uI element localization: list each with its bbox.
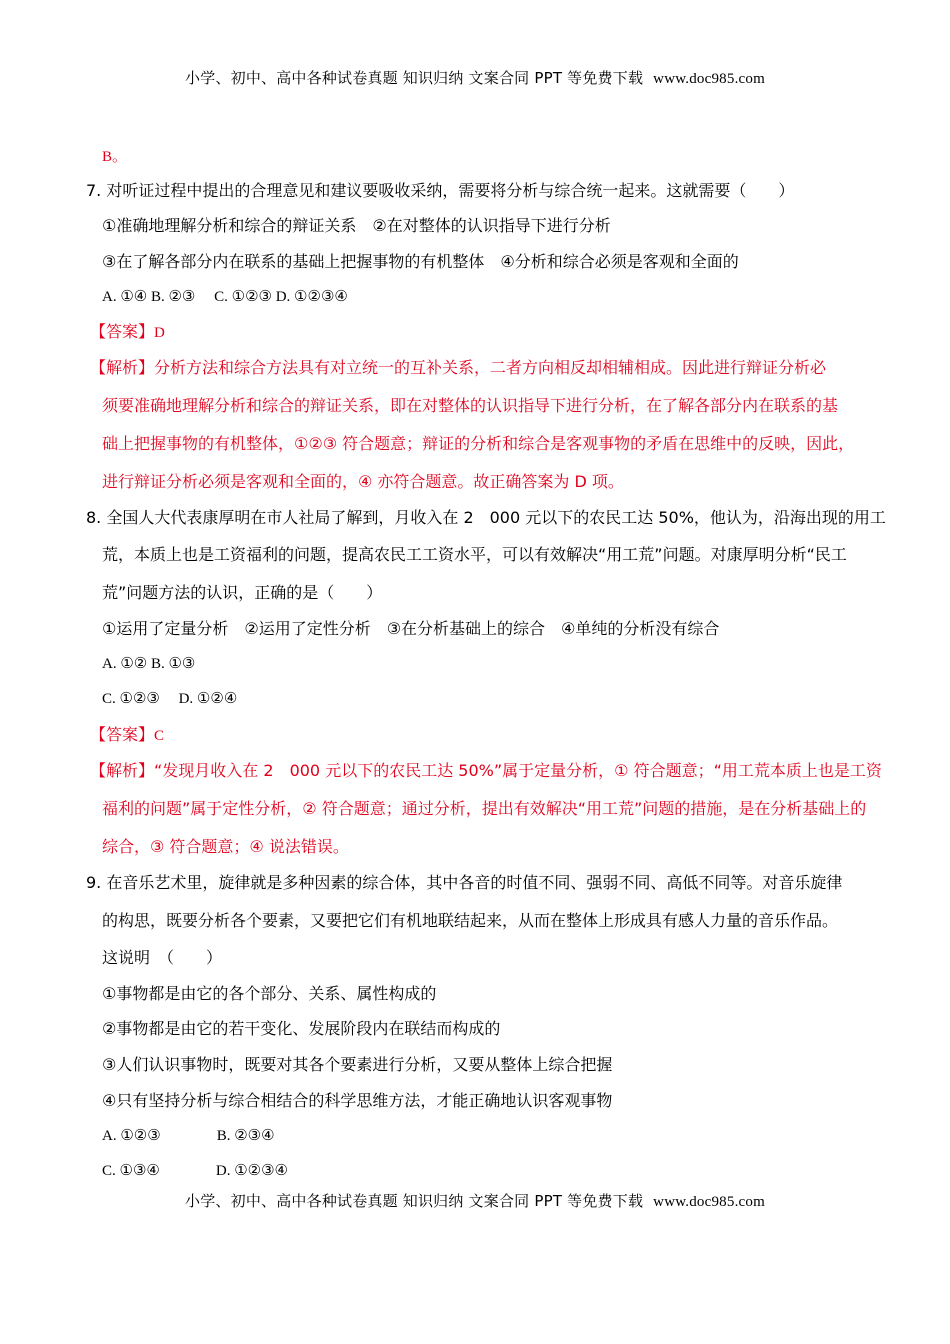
page-header: [0, 67, 950, 88]
q9-stem-line-1: 9. 在音乐艺术里，旋律就是多种因素的综合体，其中各音的时值不同、强弱不同、高低不同等。对音乐旋律: [86, 873, 843, 892]
q7-statements-2: ③在了解各部分内在联系的基础上把握事物的有机整体 ④分析和综合必须是客观和全面的: [102, 252, 739, 271]
q9-stem-line-2: 的构思，既要分析各个要素，又要把它们有机地联结起来，从而在整体上形成具有感人力量的音乐作品。: [102, 911, 839, 930]
q7-stem: 7. 对听证过程中提出的合理意见和建议要吸收采纳，需要将分析与综合统一起来。这就需要（ ）: [86, 181, 795, 200]
q8-answer: [90, 725, 164, 746]
answer-label: 【答案】: [90, 725, 155, 744]
analysis-label: 【解析】: [90, 358, 155, 377]
q9-stem-line-3: 这说明 （ ）: [102, 948, 223, 967]
q7-options: A. ①④ B. ②③ C. ①②③ D. ①②③④: [102, 289, 348, 305]
q7-analysis-line-2: 须要准确地理解分析和综合的辩证关系，即在对整体的认识指导下进行分析，在了解各部分内在联系的基: [102, 396, 839, 415]
q9-statement-2: ②事物都是由它的若干变化、发展阶段内在联结而构成的: [102, 1019, 501, 1038]
answer-value: D: [154, 325, 165, 341]
answer-value: C: [154, 728, 165, 744]
answer-label: 【答案】: [90, 322, 155, 341]
q8-options-1: A. ①② B. ①③: [102, 656, 196, 672]
q8-stem-line-3: 荒”问题方法的认识，正确的是（ ）: [102, 583, 383, 602]
q7-answer: [90, 322, 165, 343]
q7-statements-1: ①准确地理解分析和综合的辩证关系 ②在对整体的认识指导下进行分析: [102, 216, 611, 235]
q8-analysis-line-2: 福利的问题”属于定性分析，② 符合题意；通过分析，提出有效解决“用工荒”问题的措施，是在分析基础上的: [102, 799, 867, 818]
q8-stem-line-1: 8. 全国人大代表康厚明在市人社局了解到，月收入在 2 000 元以下的农民工达 50%，他认为，沿海出现的用工: [86, 508, 886, 527]
q7-analysis-line-4: 进行辩证分析必须是客观和全面的，④ 亦符合题意。故正确答案为 D 项。: [102, 472, 624, 491]
q8-analysis-line-3: 综合，③ 符合题意；④ 说法错误。: [102, 837, 349, 856]
page-footer: [0, 1190, 950, 1211]
q8-stem-line-2: 荒，本质上也是工资福利的问题，提高农民工工资水平，可以有效解决“用工荒”问题。对康厚明分析“民工: [102, 545, 847, 564]
footer-url: www.doc985.com: [653, 1194, 765, 1210]
q9-options-1: A. ①②③ B. ②③④: [102, 1128, 275, 1144]
footer-text: 小学、初中、高中各种试卷真题 知识归纳 文案合同 PPT 等免费下载: [185, 1192, 644, 1210]
q9-statement-4: ④只有坚持分析与综合相结合的科学思维方法，才能正确地认识客观事物: [102, 1091, 613, 1110]
header-text: 小学、初中、高中各种试卷真题 知识归纳 文案合同 PPT 等免费下载: [185, 69, 644, 87]
q7-analysis-line-1: 【解析】分析方法和综合方法具有对立统一的互补关系，二者方向相反却相辅相成。因此进行辩证分析必: [90, 358, 827, 377]
analysis-label: 【解析】: [90, 761, 155, 780]
q8-statements: ①运用了定量分析 ②运用了定性分析 ③在分析基础上的综合 ④单纯的分析没有综合: [102, 619, 720, 638]
header-url: www.doc985.com: [653, 71, 765, 87]
q9-statement-3: ③人们认识事物时，既要对其各个要素进行分析，又要从整体上综合把握: [102, 1055, 613, 1074]
prev-answer-tail: B。: [102, 149, 128, 165]
q8-analysis-line-1: 【解析】“发现月收入在 2 000 元以下的农民工达 50%”属于定量分析，① 符合题意；“用工荒本质上也是工资: [90, 761, 882, 780]
q8-options-2: C. ①②③ D. ①②④: [102, 691, 238, 707]
q9-options-2: C. ①③④ D. ①②③④: [102, 1163, 288, 1179]
q9-statement-1: ①事物都是由它的各个部分、关系、属性构成的: [102, 984, 437, 1003]
q7-analysis-line-3: 础上把握事物的有机整体，①②③ 符合题意；辩证的分析和综合是客观事物的矛盾在思维中的反映，因此，: [102, 434, 855, 453]
